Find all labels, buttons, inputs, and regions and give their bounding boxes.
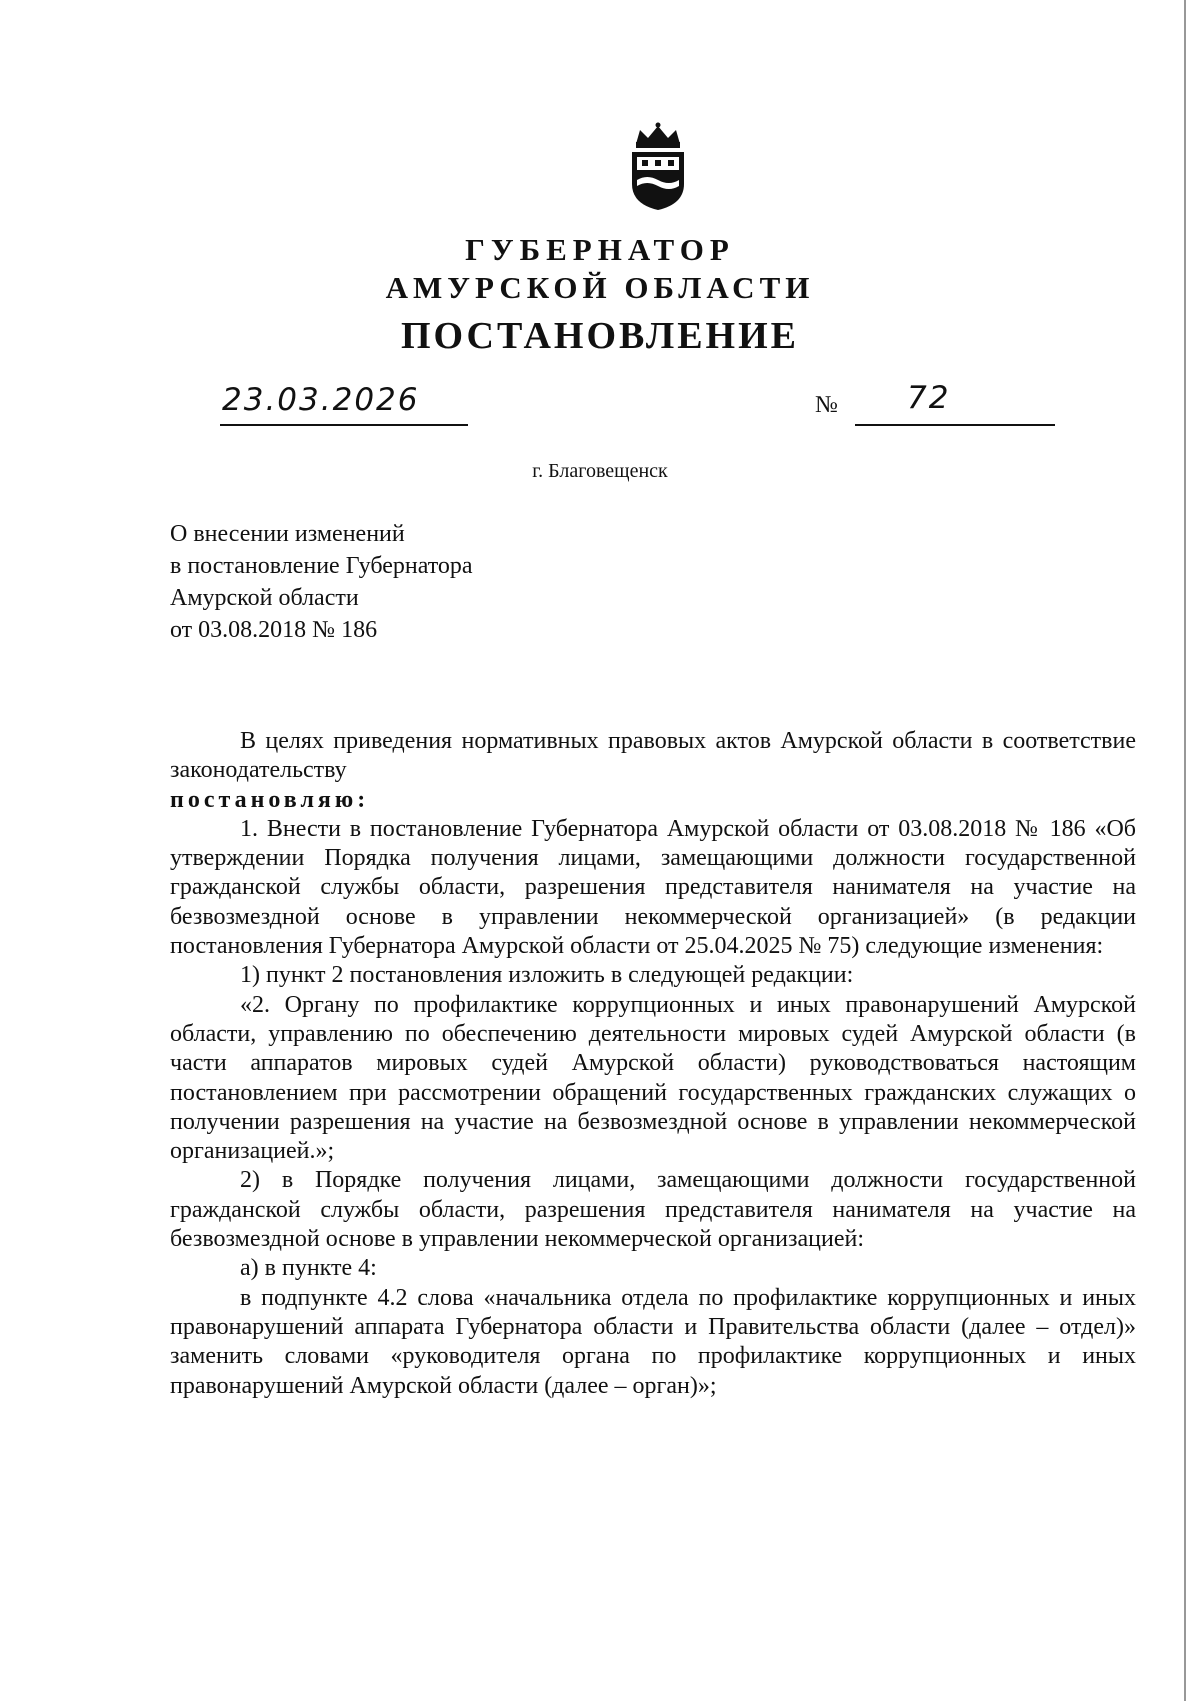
- number-label: №: [815, 392, 838, 418]
- subject-line: в постановление Губернатора: [170, 553, 473, 579]
- body-paragraph: «2. Органу по профилактике коррупционных и иных правонарушений Амурской области, управлению по обеспечению деятельности мировых судей Амурской области (в части аппаратов мировых судей Амурской области) руководствоваться настоящим постановлением при рассмотрении обращений государственных гражданских служащих о получении разрешения на участие на безвозмездной основе в управлении некоммерческой организацией.»;: [170, 991, 1136, 1165]
- city-line: г. Благовещенск: [532, 460, 668, 482]
- subject-line: Амурской области: [170, 585, 359, 611]
- coat-of-arms-icon: [622, 122, 694, 212]
- header-title-line1: ГУБЕРНАТОР: [465, 232, 735, 267]
- body-paragraph: 1) пункт 2 постановления изложить в следующей редакции:: [240, 962, 854, 989]
- document-body: [170, 727, 1136, 1401]
- subject-line: О внесении изменений: [170, 521, 405, 547]
- document-type-title: ПОСТАНОВЛЕНИЕ: [400, 315, 800, 357]
- date-field: [220, 382, 468, 426]
- header-title-line2: АМУРСКОЙ ОБЛАСТИ: [385, 270, 815, 305]
- body-paragraph: 2) в Порядке получения лицами, замещающими должности государственной гражданской службы области, разрешения представителя нанимателя на участие на безвозмездной основе в управлении некоммерческой организацией:: [170, 1167, 1136, 1253]
- subject-block: [170, 518, 473, 646]
- body-paragraph: а) в пункте 4:: [240, 1255, 377, 1282]
- preamble-paragraph: В целях приведения нормативных правовых актов Амурской области в соответствие законодательству: [170, 728, 1136, 784]
- number-field: [855, 380, 1055, 426]
- body-paragraph: 1. Внести в постановление Губернатора Амурской области от 03.08.2018 № 186 «Об утверждении Порядка получения лицами, замещающими должности государственной гражданской службы области, разрешения представителя нанимателя на участие на безвозмездной основе в управлении некоммерческой организацией» (в редакции постановления Губернатора Амурской области от 25.04.2025 № 75) следующие изменения:: [170, 815, 1136, 960]
- handwritten-date: 23.03.2026: [222, 382, 420, 418]
- body-paragraph: в подпункте 4.2 слова «начальника отдела по профилактике коррупционных и иных правонарушений аппарата Губернатора области и Правительства области (далее – отдел)» заменить словами «руководителя органа по профилактике коррупционных и иных правонарушений Амурской области (далее – орган)»;: [170, 1284, 1136, 1399]
- subject-line: от 03.08.2018 № 186: [170, 617, 378, 643]
- decree-word: постановляю:: [170, 786, 370, 813]
- handwritten-number: 72: [907, 380, 951, 416]
